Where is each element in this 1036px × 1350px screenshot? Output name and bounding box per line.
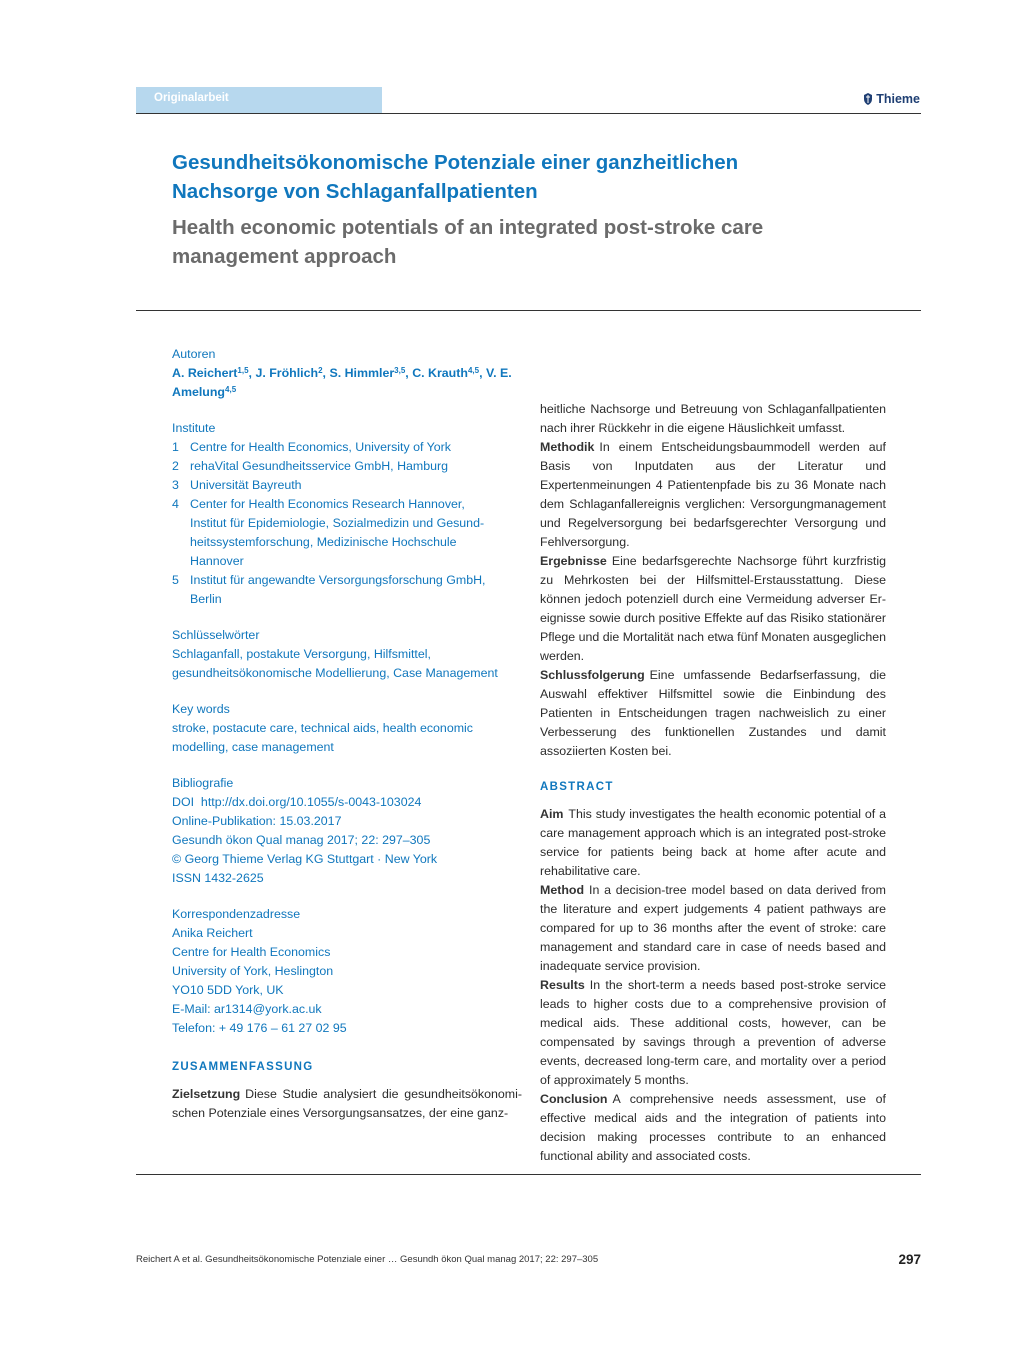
ergebnisse-label: Ergebnisse [540,554,607,568]
institute-item: 3 Universität Bayreuth [172,478,302,492]
publisher-logo [863,92,920,106]
aim-paragraph: Aim This study investigates the health economic potential of a care management approach which is an integrated post-stroke service for patients being back at home after acute and rehabilitative care. [540,807,886,878]
title-divider [136,310,921,311]
schlussfolgerung-paragraph: Schlussfolgerung Eine umfassende Bedarfserfassung, die Auswahl effektiver Hilfsmittel sowie die Einbindung des Patienten in Entscheidungen tragen nachweislich zu einer Verbesserung des funktionellen Zustandes und damit assoziierten Kosten bei. [540,668,886,758]
author: V. E. Amelung$^{4,5}$ [172,366,512,399]
correspondence-block [172,905,522,1038]
zielsetzung-label: Zielsetzung [172,1087,241,1101]
conclusion-paragraph: Conclusion A comprehensive needs assessment, use of effective medical aids and the integration of patients into decision making processes contribute to an enhanced functional ability and associated costs. [540,1092,886,1163]
header-divider [136,113,921,114]
title-english-line: Health economic potentials of an integrated post-stroke care [172,216,764,239]
abstract-column [540,400,886,1166]
institute-item: 5 Institut für angewandte Versorgungsforschung GmbH, Berlin [172,573,486,606]
institute-item: 4 Center for Health Economics Research Hannover, Institut für Epidemiologie, Sozialmedizin und Gesundheitssystemforschung, Medizinische Hochschule Hannover [172,497,485,568]
institute-item: 1 Centre for Health Economics, University of York [172,440,452,454]
ergebnisse-paragraph: Ergebnisse Eine bedarfsgerechte Nachsorge führt kurzfristig zu Mehrkosten bei der Hilfsmittel-Erstausstattung. Diese können jedoch potenziell durch eine Vermeidung adverser Ereignisse sowie durch positive Effekte auf das Risiko stationärer Pflege und die Mortalität nach etwa fünf Monaten ausgeglichen werden. [540,554,886,663]
conclusion-label: Conclusion [540,1092,608,1106]
publisher-name: Thieme [876,92,920,106]
author-list [172,364,522,402]
correspondence-name: Anika Reichert [172,926,253,940]
zielsetzung-paragraph-start: Zielsetzung Diese Studie analysiert die gesundheitsökonomischen Potenziale eines Versorgungsansatzes, der eine ganz- [172,1087,522,1120]
copyright: © Georg Thieme Verlag KG Stuttgart · New York [172,852,438,866]
thieme-logo-icon [863,93,873,105]
footer-reference: Reichert A et al. Gesundheitsökonomische Potenziale einer … Gesundh ökon Qual manag 2017; 22: 297–305 [136,1254,599,1265]
keywords-de-label: Schlüsselwörter [172,628,260,642]
author: C. Krauth$^{4,5}$, [412,366,486,380]
zielsetzung-paragraph-end: heitliche Nachsorge und Betreuung von Schlaganfallpatienten nach ihrer Rückkehr in die eigene Häuslichkeit umfasst. [540,402,886,435]
keywords-de-block [172,626,522,683]
bibliography-label: Bibliografie [172,776,234,790]
zusammenfassung-heading: ZUSAMMENFASSUNG [172,1061,314,1073]
bibliography-block [172,774,522,888]
aim-label: Aim [540,807,564,821]
issn: ISSN 1432-2625 [172,871,264,885]
results-label: Results [540,978,585,992]
title-german-line: Gesundheitsökonomische Potenziale einer ganzheitlichen [172,151,739,174]
page-number: 297 [898,1252,921,1267]
keywords-en-text: stroke, postacute care, technical aids, health economic modelling, case management [172,721,473,754]
title-german [172,148,872,206]
results-paragraph: Results In the short-term a needs based post-stroke service leads to higher costs due to a comprehensive provision of medical aids. These additional costs, however, can be compensated by savings through a prevention of adverse events, decreased long-term care, and mortality over a period of approximately 5 months. [540,978,886,1087]
keywords-en-label: Key words [172,702,230,716]
online-date: Online-Publikation: 15.03.2017 [172,814,342,828]
doi-label: DOI [172,795,195,809]
institutes-label: Institute [172,421,216,435]
keywords-de-text: Schlaganfall, postakute Versorgung, Hilfsmittel, gesundheitsökonomische Modellierung, Case Management [172,647,498,680]
correspondence-label: Korrespondenzadresse [172,907,301,921]
title-german-line: Nachsorge von Schlaganfallpatienten [172,180,538,203]
correspondence-address: Centre for Health Economics [172,945,331,959]
content-bottom-divider [136,1174,921,1175]
section-tag: Originalarbeit [136,87,382,113]
schlussfolgerung-label: Schlussfolgerung [540,668,645,682]
method-paragraph: Method In a decision-tree model based on data derived from the literature and expert judgements 4 patient pathways are compared for up to 36 months after the event of stroke: care management and standard care in case of needs based and inadequate service provision. [540,883,886,973]
correspondence-address: University of York, Heslington [172,964,334,978]
author: J. Fröhlich$^2$, [255,366,330,380]
methodik-label: Methodik [540,440,595,454]
metadata-column [172,345,522,1123]
institutes-block [172,419,522,609]
title-english [172,213,872,271]
correspondence-phone: Telefon: + 49 176 – 61 27 02 95 [172,1021,347,1035]
title-english-line: management approach [172,245,397,268]
authors-label: Autoren [172,347,216,361]
author: A. Reichert$^{1,5}$, [172,366,256,380]
institute-item: 2 rehaVital Gesundheitsservice GmbH, Hamburg [172,459,449,473]
methodik-paragraph: Methodik In einem Entscheidungsbaummodell werden auf Basis von Inputdaten aus der Literatur und Expertenmeinungen 4 Patientenpfade bis zu 36 Monate nach dem Schlaganfallereignis verglichen: Versorgungmanagement und Regelversorgung bei bedarfsgerechter Versorgung und Fehlversorgung. [540,440,886,549]
keywords-en-block [172,700,522,757]
correspondence-address: YO10 5DD York, UK [172,983,284,997]
citation: Gesundh ökon Qual manag 2017; 22: 297–305 [172,833,431,847]
authors-block [172,345,522,402]
doi-link[interactable]: http://dx.doi.org/10.1055/s-0043-103024 [200,795,422,809]
correspondence-email[interactable]: E-Mail: ar1314@york.ac.uk [172,1002,322,1016]
author: S. Himmler$^{3,5}$, [329,366,413,380]
method-label: Method [540,883,585,897]
doi-line [172,793,522,812]
abstract-heading: ABSTRACT [540,781,614,793]
